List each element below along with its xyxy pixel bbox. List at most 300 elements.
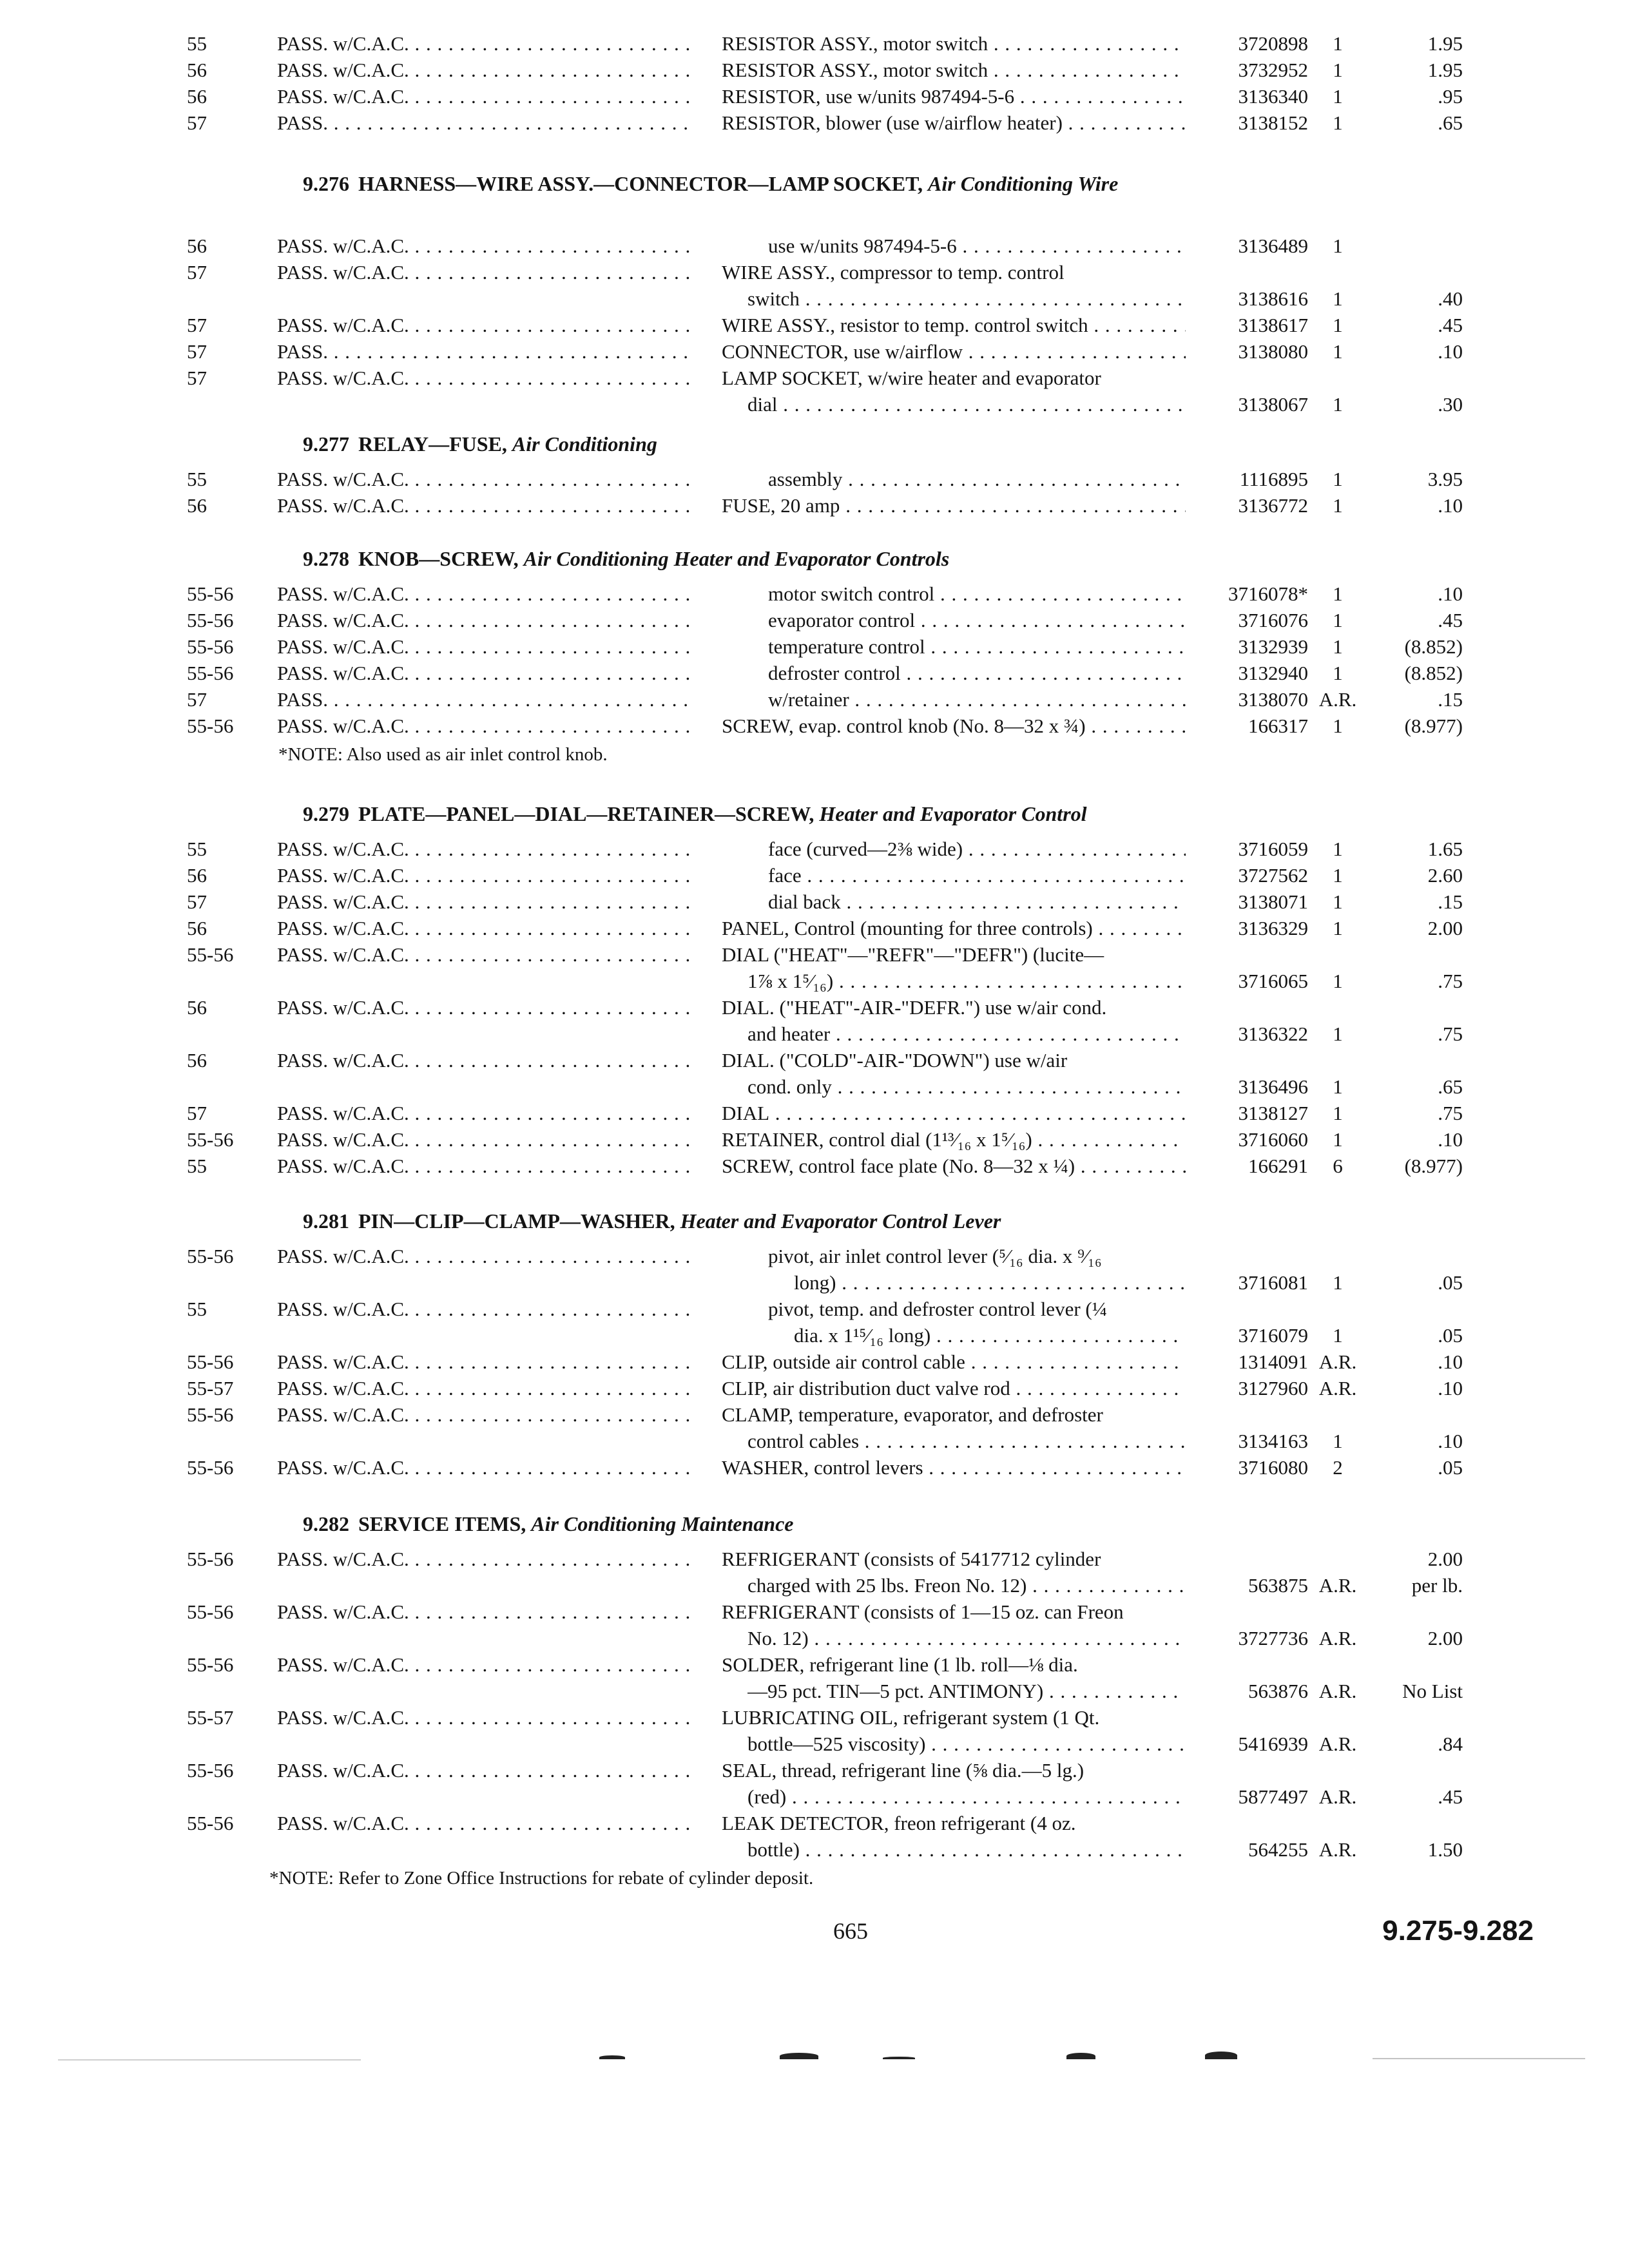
model-cell: PASS. w/C.A.C. . . . [277,466,689,492]
description-cell: LEAK DETECTOR, freon refrigerant (4 oz. [722,1812,1076,1834]
model-cell: PASS. w/C.A.C. . . . [277,634,689,660]
section-heading [303,430,1347,457]
part-number-cell: 166317 [1248,715,1308,737]
table-row [0,836,1629,862]
model-cell: PASS. w/C.A.C. . . . [277,31,689,57]
quantity-cell: A.R. [1318,688,1357,711]
part-number-cell: 3716079 [1238,1324,1308,1347]
part-number-cell: 3720898 [1238,32,1308,55]
table-row [0,1573,1629,1599]
part-number-cell: 3716065 [1238,970,1308,992]
model-cell: PASS. w/C.A.C. . . . [277,836,689,862]
description-cell: SOLDER, refrigerant line (1 lb. roll—⅛ dia. [722,1653,1078,1676]
scan-artifact-mark [780,2053,818,2059]
description-cell: bottle) . . . [747,1837,1186,1863]
price-cell: 1.95 [1427,32,1463,55]
description-cell: PANEL, Control (mounting for three controls) . . . [722,916,1186,941]
quantity-cell: 1 [1333,970,1343,992]
part-number-cell: 563875 [1248,1574,1308,1597]
part-number-cell: 3716060 [1238,1128,1308,1151]
table-row [0,1153,1629,1179]
quantity-cell: 1 [1333,838,1343,860]
quantity-cell: 1 [1333,917,1343,939]
year-cell: 55 [187,1298,207,1320]
model-cell: PASS. w/C.A.C. . . . [277,713,689,739]
table-row [0,84,1629,110]
price-cell: .40 [1438,287,1463,310]
quantity-cell: 2 [1333,1456,1343,1479]
section-heading [303,1510,1347,1537]
quantity-cell: 1 [1333,715,1343,737]
scan-artifact-mark [1066,2053,1095,2059]
year-cell: 56 [187,59,207,81]
description-cell: RESISTOR, use w/units 987494-5-6 . . . [722,84,1186,110]
price-cell: .10 [1438,1377,1463,1399]
table-row [0,1127,1629,1153]
price-cell: (8.977) [1404,1155,1463,1177]
year-cell: 55-56 [187,1456,234,1479]
quantity-cell: 1 [1333,890,1343,913]
scan-artifact-mark [883,2057,915,2059]
quantity-cell: 1 [1333,582,1343,605]
quantity-cell: A.R. [1318,1785,1357,1808]
table-row [0,1758,1629,1783]
table-row [0,1784,1629,1810]
scan-artifact-left [58,2059,361,2061]
description-cell: pivot, temp. and defroster control lever (¼ [768,1298,1107,1320]
quantity-cell: 1 [1333,635,1343,658]
description-cell: switch . . . [747,286,1186,312]
part-number-cell: 3136496 [1238,1075,1308,1098]
table-row [0,995,1629,1021]
part-number-cell: 3136340 [1238,85,1308,108]
model-cell: PASS. w/C.A.C. . . . [277,1153,689,1179]
table-row [0,1811,1629,1836]
part-number-cell: 3132940 [1238,662,1308,684]
part-number-cell: 1116895 [1239,468,1308,490]
part-number-cell: 3136329 [1238,917,1308,939]
quantity-cell: A.R. [1318,1574,1357,1597]
price-cell: (8.852) [1404,635,1463,658]
year-cell: 55-56 [187,1245,234,1267]
section-title: PIN—CLIP—CLAMP—WASHER, [358,1209,675,1233]
model-cell: PASS. w/C.A.C. . . . [277,312,689,338]
price-cell: .95 [1438,85,1463,108]
table-row [0,1599,1629,1625]
part-number-cell: 3732952 [1238,59,1308,81]
model-cell: PASS. w/C.A.C. . . . [277,1349,689,1375]
description-cell: w/retainer . . . [768,687,1186,713]
part-number-cell: 166291 [1248,1155,1308,1177]
model-cell: PASS. w/C.A.C. . . . [277,660,689,686]
description-cell: temperature control . . . [768,634,1186,660]
quantity-cell: 1 [1333,393,1343,416]
year-cell: 55-56 [187,943,234,966]
price-cell: .10 [1438,582,1463,605]
part-number-cell: 564255 [1248,1838,1308,1861]
price-cell: 2.00 [1427,1548,1463,1570]
price-cell: .65 [1438,1075,1463,1098]
description-cell: RESISTOR ASSY., motor switch . . . [722,57,1186,83]
year-cell: 56 [187,917,207,939]
year-cell: 56 [187,996,207,1019]
description-cell: dial back . . . [768,889,1186,915]
model-cell: PASS. w/C.A.C. . . . [277,581,689,607]
price-cell: .75 [1438,1102,1463,1124]
description-cell: DIAL . . . [722,1100,1186,1126]
price-cell: .10 [1438,1430,1463,1452]
quantity-cell: 1 [1333,235,1343,257]
description-cell: WIRE ASSY., resistor to temp. control switch . . . [722,312,1186,338]
description-cell: SCREW, evap. control knob (No. 8—32 x ¾) . . . [722,713,1186,739]
price-cell: .15 [1438,890,1463,913]
year-cell: 55-56 [187,609,234,631]
year-cell: 55 [187,468,207,490]
price-cell: .10 [1438,494,1463,517]
quantity-cell: 1 [1333,609,1343,631]
price-cell: 2.60 [1427,864,1463,887]
section-range: 9.275-9.282 [1382,1915,1534,1946]
description-cell: WIRE ASSY., compressor to temp. control [722,261,1065,284]
description-cell: RESISTOR, blower (use w/airflow heater) . . . [722,110,1186,136]
table-row [0,916,1629,941]
table-row [0,339,1629,365]
page-number: 665 [833,1918,868,1944]
year-cell: 55-57 [187,1706,234,1729]
table-row [0,1074,1629,1100]
year-cell: 55-56 [187,662,234,684]
price-cell: .45 [1438,1785,1463,1808]
model-cell: PASS. w/C.A.C. . . . [277,916,689,941]
section-number: 9.279 [303,802,349,825]
table-row [0,889,1629,915]
model-cell: PASS. w/C.A.C. . . . [277,1402,689,1428]
section-heading [303,800,1347,827]
part-number-cell: 3136489 [1238,235,1308,257]
year-cell: 56 [187,235,207,257]
year-cell: 55-56 [187,1403,234,1426]
description-cell: REFRIGERANT (consists of 5417712 cylinder [722,1548,1101,1570]
part-number-cell: 3138067 [1238,393,1308,416]
quantity-cell: 1 [1333,1324,1343,1347]
model-cell: PASS. w/C.A.C. . . . [277,608,689,633]
section-subtitle: Air Conditioning Maintenance [531,1512,794,1535]
section-number: 9.276 [303,172,349,195]
scan-artifact-right [1373,2058,1585,2059]
model-cell: PASS. w/C.A.C. . . . [277,1546,689,1572]
table-row [0,687,1629,713]
section-subtitle: Air Conditioning [512,432,657,456]
year-cell: 56 [187,494,207,517]
description-cell: DIAL ("HEAT"—"REFR"—"DEFR") (lucite— [722,943,1104,966]
table-row [0,1270,1629,1296]
section-number: 9.281 [303,1209,349,1233]
description-cell: RESISTOR ASSY., motor switch . . . [722,31,1186,57]
price-cell: 1.95 [1427,59,1463,81]
price-cell: (8.852) [1404,662,1463,684]
quantity-cell: 6 [1333,1155,1343,1177]
model-cell: PASS. w/C.A.C. . . . [277,1244,689,1269]
price-cell: .65 [1438,111,1463,134]
description-cell: CLIP, air distribution duct valve rod . . . [722,1376,1186,1401]
table-row [0,608,1629,633]
section-title: HARNESS—WIRE ASSY.—CONNECTOR—LAMP SOCKET, [358,172,923,195]
year-cell: 55-56 [187,1350,234,1373]
price-cell: per lb. [1411,1574,1463,1597]
year-cell: 55 [187,1155,207,1177]
description-cell: charged with 25 lbs. Freon No. 12) . . . [747,1573,1186,1599]
price-cell: .10 [1438,340,1463,363]
price-cell: .84 [1438,1733,1463,1755]
scan-artifact-mark [599,2055,625,2059]
quantity-cell: 1 [1333,1023,1343,1045]
part-number-cell: 3138152 [1238,111,1308,134]
section-subtitle: Air Conditioning Wire [928,172,1119,195]
description-cell: DIAL. ("COLD"-AIR-"DOWN") use w/air [722,1049,1068,1072]
year-cell: 55-57 [187,1377,234,1399]
price-cell: .10 [1438,1128,1463,1151]
model-cell: PASS. w/C.A.C. . . . [277,1048,689,1073]
description-cell: FUSE, 20 amp . . . [722,493,1186,519]
quantity-cell: 1 [1333,1430,1343,1452]
table-row [0,1021,1629,1047]
price-cell: 2.00 [1427,917,1463,939]
part-number-cell: 3727736 [1238,1627,1308,1649]
table-row [0,493,1629,519]
quantity-cell: 1 [1333,32,1343,55]
quantity-cell: 1 [1333,287,1343,310]
description-cell: CONNECTOR, use w/airflow . . . [722,339,1186,365]
description-cell: 1⅞ x 1⁵⁄₁₆) . . . [747,968,1186,994]
section-note: *NOTE: Also used as air inlet control knob. [278,744,608,765]
model-cell: PASS. w/C.A.C. . . . [277,1758,689,1783]
part-number-cell: 5416939 [1238,1733,1308,1755]
table-row [0,110,1629,136]
table-row [0,1100,1629,1126]
table-row [0,1048,1629,1073]
model-cell: PASS. w/C.A.C. . . . [277,493,689,519]
table-row [0,1376,1629,1401]
part-number-cell: 3716081 [1238,1271,1308,1294]
description-cell: face . . . [768,863,1186,889]
model-cell: PASS. w/C.A.C. . . . [277,1705,689,1731]
table-row [0,863,1629,889]
table-row [0,365,1629,391]
year-cell: 57 [187,367,207,389]
table-row [0,581,1629,607]
year-cell: 55-56 [187,1600,234,1623]
table-row [0,634,1629,660]
quantity-cell: A.R. [1318,1680,1357,1702]
quantity-cell: 1 [1333,1102,1343,1124]
section-title: PLATE—PANEL—DIAL—RETAINER—SCREW, [358,802,815,825]
price-cell: .05 [1438,1271,1463,1294]
model-cell: PASS. w/C.A.C. . . . [277,889,689,915]
part-number-cell: 3138127 [1238,1102,1308,1124]
section-title: RELAY—FUSE, [358,432,507,456]
table-row [0,1546,1629,1572]
year-cell: 57 [187,890,207,913]
table-row [0,1626,1629,1651]
part-number-cell: 5877497 [1238,1785,1308,1808]
table-row [0,1296,1629,1322]
part-number-cell: 3136772 [1238,494,1308,517]
description-cell: assembly . . . [768,466,1186,492]
price-cell: .45 [1438,609,1463,631]
section-subtitle: Air Conditioning Heater and Evaporator Controls [523,547,950,570]
part-number-cell: 3727562 [1238,864,1308,887]
description-cell: cond. only . . . [747,1074,1186,1100]
quantity-cell: 1 [1333,111,1343,134]
price-cell: 1.50 [1427,1838,1463,1861]
model-cell: PASS. . . . [277,687,689,713]
part-number-cell: 3138071 [1238,890,1308,913]
model-cell: PASS. w/C.A.C. . . . [277,1127,689,1153]
table-row [0,233,1629,259]
model-cell: PASS. w/C.A.C. . . . [277,1811,689,1836]
description-cell: long) . . . [794,1270,1186,1296]
description-cell: RETAINER, control dial (1¹³⁄₁₆ x 1⁵⁄₁₆) . . . [722,1127,1186,1153]
year-cell: 55-56 [187,1759,234,1782]
quantity-cell: 1 [1333,59,1343,81]
price-cell: No List [1402,1680,1463,1702]
quantity-cell: 1 [1333,85,1343,108]
section-number: 9.277 [303,432,349,456]
part-number-cell: 3716078* [1228,582,1308,605]
model-cell: PASS. w/C.A.C. . . . [277,1296,689,1322]
table-row [0,1652,1629,1678]
table-row [0,260,1629,285]
quantity-cell: A.R. [1318,1627,1357,1649]
table-row [0,392,1629,418]
table-row [0,1731,1629,1757]
table-row [0,1244,1629,1269]
price-cell: .45 [1438,314,1463,336]
price-cell: .10 [1438,1350,1463,1373]
part-number-cell: 3132939 [1238,635,1308,658]
part-number-cell: 3138070 [1238,688,1308,711]
section-title: SERVICE ITEMS, [358,1512,526,1535]
table-row [0,1402,1629,1428]
year-cell: 55-56 [187,715,234,737]
table-row [0,31,1629,57]
table-row [0,312,1629,338]
year-cell: 55-56 [187,582,234,605]
part-number-cell: 3716059 [1238,838,1308,860]
model-cell: PASS. w/C.A.C. . . . [277,1100,689,1126]
description-cell: LAMP SOCKET, w/wire heater and evaporator [722,367,1101,389]
year-cell: 55 [187,838,207,860]
quantity-cell: A.R. [1318,1350,1357,1373]
price-cell: (8.977) [1404,715,1463,737]
quantity-cell: A.R. [1318,1838,1357,1861]
table-row [0,286,1629,312]
description-cell: use w/units 987494-5-6 . . . [768,233,1186,259]
section-heading [303,170,1347,197]
table-row [0,1428,1629,1454]
model-cell: PASS. w/C.A.C. . . . [277,260,689,285]
description-cell: defroster control . . . [768,660,1186,686]
description-cell: SEAL, thread, refrigerant line (⅝ dia.—5 lg.) [722,1759,1084,1782]
year-cell: 56 [187,85,207,108]
description-cell: CLAMP, temperature, evaporator, and defroster [722,1403,1103,1426]
part-number-cell: 3127960 [1238,1377,1308,1399]
model-cell: PASS. . . . [277,110,689,136]
section-subtitle: Heater and Evaporator Control [819,802,1087,825]
year-cell: 57 [187,261,207,284]
table-row [0,1323,1629,1349]
description-cell: (red) . . . [747,1784,1186,1810]
description-cell: LUBRICATING OIL, refrigerant system (1 Qt. [722,1706,1100,1729]
section-heading [303,545,1347,572]
description-cell: REFRIGERANT (consists of 1—15 oz. can Freon [722,1600,1124,1623]
table-row [0,1678,1629,1704]
description-cell: motor switch control . . . [768,581,1186,607]
description-cell: —95 pct. TIN—5 pct. ANTIMONY) . . . [747,1678,1186,1704]
part-number-cell: 3134163 [1238,1430,1308,1452]
table-row [0,1349,1629,1375]
description-cell: dial . . . [747,392,1186,418]
description-cell: control cables . . . [747,1428,1186,1454]
model-cell: PASS. w/C.A.C. . . . [277,863,689,889]
model-cell: PASS. w/C.A.C. . . . [277,942,689,968]
price-cell: .75 [1438,1023,1463,1045]
section-heading [303,1207,1347,1235]
quantity-cell: 1 [1333,468,1343,490]
year-cell: 57 [187,688,207,711]
model-cell: PASS. w/C.A.C. . . . [277,1376,689,1401]
price-cell: .05 [1438,1324,1463,1347]
table-row [0,968,1629,994]
year-cell: 57 [187,340,207,363]
description-cell: face (curved—2⅜ wide) . . . [768,836,1186,862]
description-cell: evaporator control . . . [768,608,1186,633]
price-cell: .15 [1438,688,1463,711]
section-number: 9.278 [303,547,349,570]
year-cell: 55-56 [187,1653,234,1676]
section-title: KNOB—SCREW, [358,547,519,570]
quantity-cell: 1 [1333,864,1343,887]
table-row [0,942,1629,968]
section-number: 9.282 [303,1512,349,1535]
part-number-cell: 3716076 [1238,609,1308,631]
model-cell: PASS. w/C.A.C. . . . [277,1599,689,1625]
description-cell: WASHER, control levers . . . [722,1455,1186,1481]
scan-artifact-mark [1205,2052,1237,2059]
table-row [0,660,1629,686]
quantity-cell: A.R. [1318,1377,1357,1399]
model-cell: PASS. w/C.A.C. . . . [277,365,689,391]
quantity-cell: 1 [1333,494,1343,517]
year-cell: 55-56 [187,1812,234,1834]
part-number-cell: 3716080 [1238,1456,1308,1479]
model-cell: PASS. w/C.A.C. . . . [277,233,689,259]
price-cell: 2.00 [1427,1627,1463,1649]
model-cell: PASS. w/C.A.C. . . . [277,995,689,1021]
price-cell: 3.95 [1427,468,1463,490]
part-number-cell: 3138080 [1238,340,1308,363]
model-cell: PASS. . . . [277,339,689,365]
price-cell: .75 [1438,970,1463,992]
quantity-cell: 1 [1333,1128,1343,1151]
year-cell: 56 [187,1049,207,1072]
model-cell: PASS. w/C.A.C. . . . [277,1455,689,1481]
model-cell: PASS. w/C.A.C. . . . [277,84,689,110]
year-cell: 55 [187,32,207,55]
part-number-cell: 563876 [1248,1680,1308,1702]
year-cell: 56 [187,864,207,887]
price-cell: .05 [1438,1456,1463,1479]
